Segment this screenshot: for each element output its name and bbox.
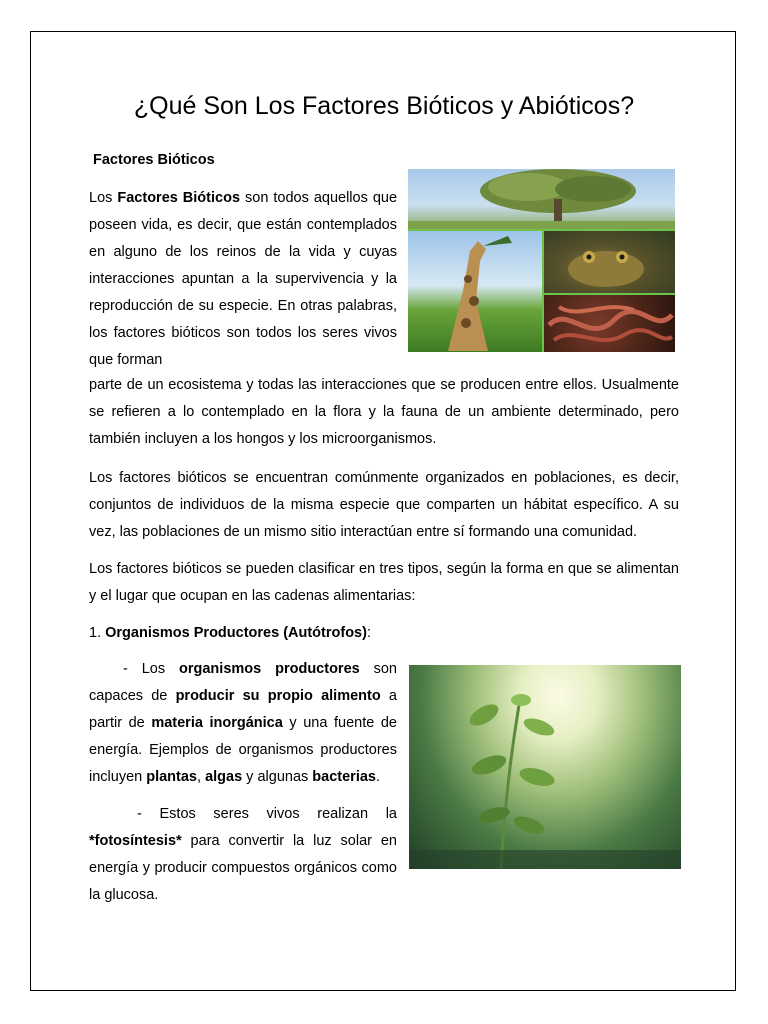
paragraph-producers bbox=[89, 656, 397, 791]
text-run: : bbox=[366, 625, 371, 641]
text-run: 1. bbox=[89, 625, 106, 641]
text-run: son todos aquellos que poseen vida, es decir, que están contemplados en alguno de los reinos de la vida y cuyas interacciones apuntan a la supervivencia y la reproducción de su especie. En otras palabras, los factores bióticos son todos los seres vivos que forman bbox=[89, 190, 398, 368]
bold-text: algas bbox=[205, 769, 243, 785]
text-run: y algunas bbox=[242, 769, 313, 785]
text-run: para convertir la luz solar en energía y producir compuestos orgánicos como la glucosa. bbox=[89, 833, 397, 903]
bold-text: producir su propio alimento bbox=[175, 688, 381, 704]
paragraph-intro bbox=[89, 185, 397, 374]
paragraph-classification: Los factores bióticos se pueden clasificar en tres tipos, según la forma en que se alimentan y el lugar que ocupan en las cadenas alimentarias: bbox=[89, 561, 679, 604]
giraffe-photo bbox=[408, 231, 542, 352]
worms-photo bbox=[544, 295, 675, 352]
bold-text: *fotosíntesis* bbox=[89, 833, 182, 849]
bold-text: bacterias bbox=[312, 769, 376, 785]
text-run: . bbox=[375, 769, 381, 785]
text-run: y una fuente de energía. Ejemplos de organismos productores incluyen bbox=[89, 715, 397, 785]
paragraph-photosynthesis bbox=[89, 801, 397, 909]
frog-photo bbox=[544, 231, 675, 293]
list-heading-producers bbox=[89, 620, 679, 647]
text-run: son capaces de bbox=[89, 661, 397, 704]
bold-text: plantas bbox=[146, 769, 197, 785]
page-title: ¿Qué Son Los Factores Bióticos y Abióticos? bbox=[133, 92, 635, 120]
text-run: Los bbox=[89, 190, 118, 206]
paragraph-populations: Los factores bióticos se encuentran comúnmente organizados en poblaciones, es decir, conjuntos de individuos de la misma especie que comparten un hábitat específico. A su vez, las poblaciones de un mismo sitio interactúan entre sí formando una comunidad. bbox=[89, 470, 679, 540]
bold-text: Factores Bióticos bbox=[117, 190, 241, 206]
text-run: , bbox=[197, 769, 206, 785]
biotic-collage-image bbox=[408, 169, 675, 352]
paragraph-intro-continued: parte de un ecosistema y todas las interacciones que se producen entre ellos. Usualmente se refieren a lo contemplado en la flora y la fauna de un ambiente determinado, pero también incluyen a los hongos y los microorganismos. bbox=[89, 377, 679, 447]
tree-photo bbox=[408, 169, 675, 229]
text-run: a partir de bbox=[89, 688, 397, 731]
text-run: - Estos seres vivos realizan la bbox=[137, 806, 397, 822]
section-heading: Factores Bióticos bbox=[93, 152, 215, 168]
plant-seedling-image bbox=[409, 665, 681, 869]
text-run: - Los bbox=[123, 661, 180, 677]
bold-text: materia inorgánica bbox=[151, 715, 283, 731]
bold-text: organismos productores bbox=[179, 661, 360, 677]
bold-text: Organismos Productores (Autótrofos) bbox=[105, 625, 367, 641]
